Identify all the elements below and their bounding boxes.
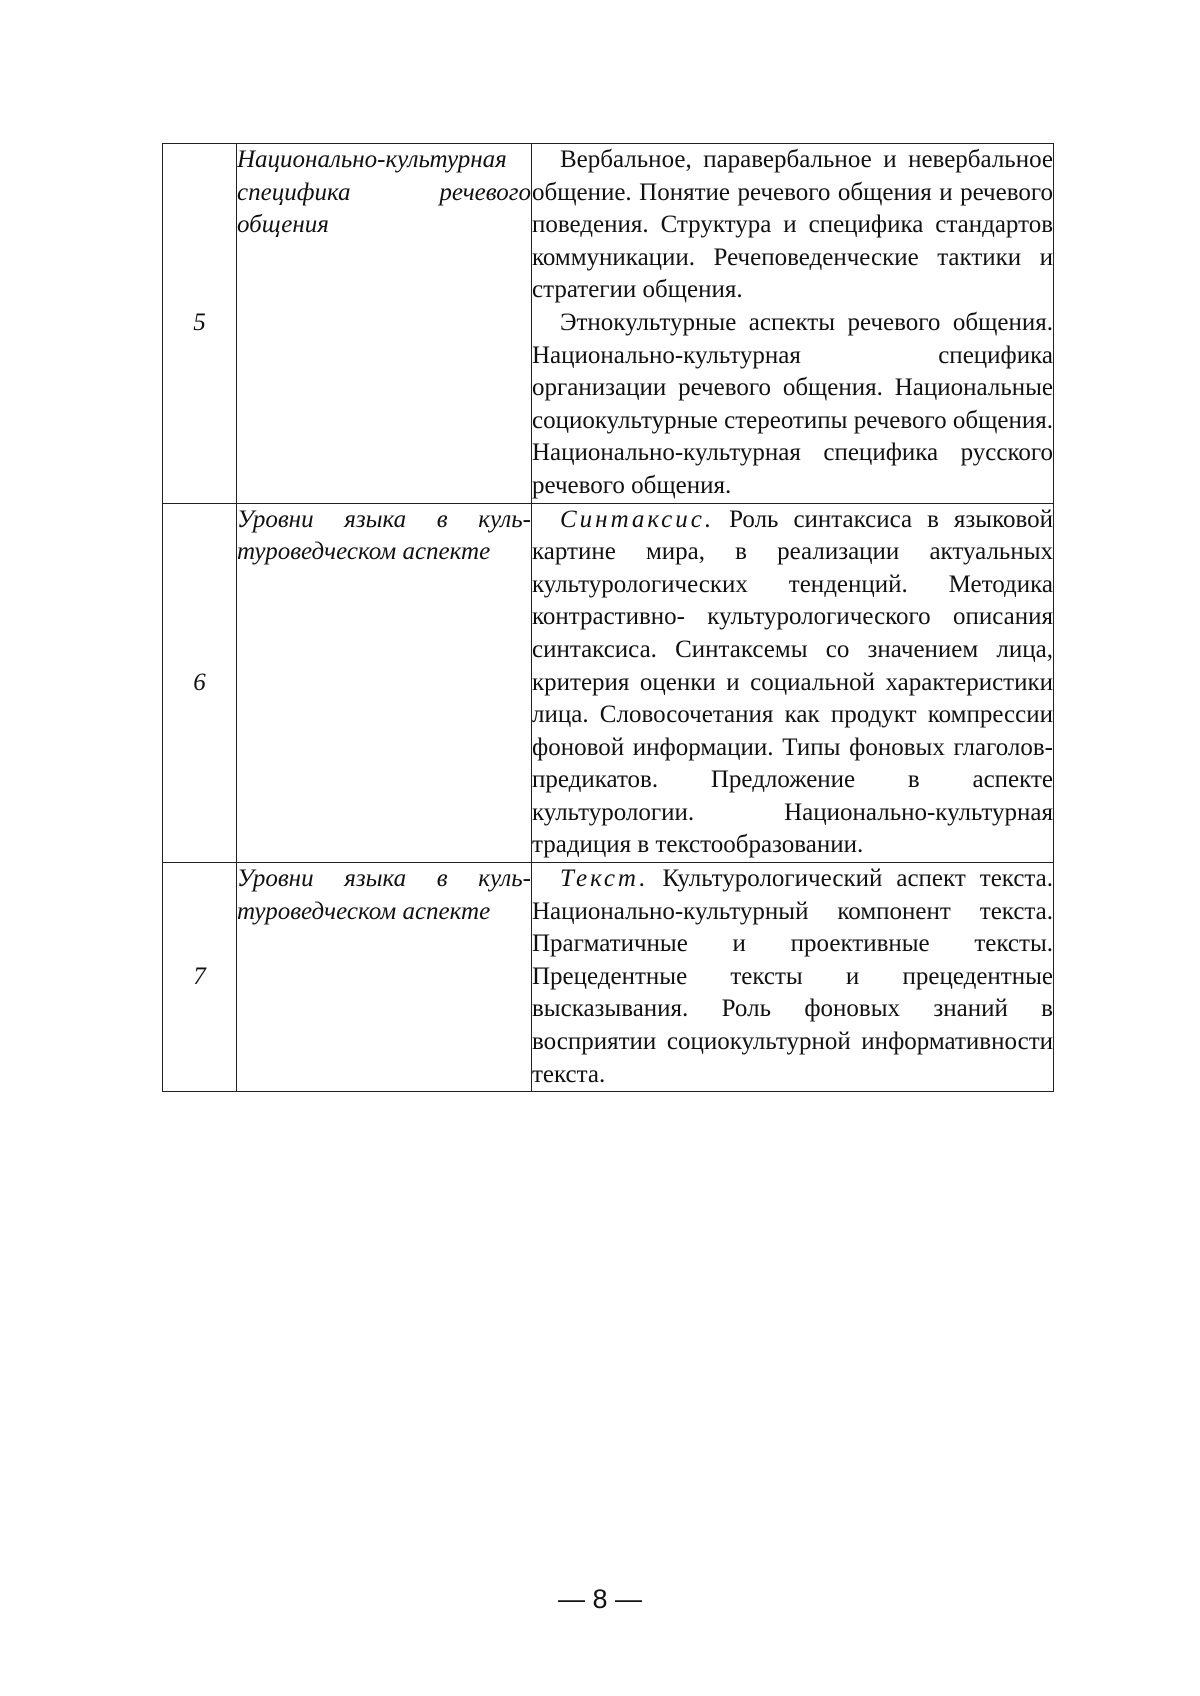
content-cell	[532, 503, 1054, 863]
table-row	[163, 503, 1054, 863]
content-cell	[532, 144, 1054, 504]
topic-cell: Уровни языка в культуроведческом аспекте	[237, 863, 532, 1092]
content-cell	[532, 863, 1054, 1092]
topic-cell: Уровни языка в культуроведческом аспекте	[237, 503, 532, 863]
content-paragraph	[532, 144, 1053, 307]
table-row	[163, 863, 1054, 1092]
row-number: 7	[163, 863, 237, 1092]
row-number: 6	[163, 503, 237, 863]
curriculum-table	[162, 143, 1054, 1092]
row-number: 5	[163, 144, 237, 504]
content-paragraph	[532, 504, 1053, 863]
paragraph-lead: Текст.	[560, 865, 649, 893]
paragraph-lead: Синтаксис.	[560, 505, 715, 533]
page-number: — 8 —	[557, 1584, 643, 1614]
paragraph-text: Роль синтаксиса в языковой картине мира, в реализации актуальных культурологических тенденций. Методика контрастивно- культурологического описания синтаксиса. Синтаксемы со значением лица, критерия оценки и социальной характеристики лица. Словосочетания как продукт компрессии фоновой информации. Типы фоновых глаголов- предикатов. Предложение в аспекте культурологии. Национально-культурная традиция в текстообразовании.	[532, 505, 1053, 859]
content-paragraph	[532, 863, 1053, 1091]
paragraph-text: Культурологический аспект текста. Национально-культурный компонент текста. Прагматичные и проективные тексты. Прецедентные тексты и прецедентные высказывания. Роль фоновых знаний в восприятии социокультурной информативности текста.	[532, 865, 1053, 1088]
topic-cell: Национально-культурная специфика речевого общения	[237, 144, 532, 504]
content-paragraph	[532, 307, 1053, 503]
paragraph-text: Этнокультурные аспекты речевого общения. Национально-культурная специфика организации речевого общения. Национальные социокультурные стереотипы речевого общения. Национально-культурная специфика русского речевого общения.	[532, 308, 1053, 499]
table-row	[163, 144, 1054, 504]
paragraph-text: Вербальное, паравербальное и невербальное общение. Понятие речевого общения и речевого поведения. Структура и специфика стандартов коммуникации. Речеповеденческие тактики и стратегии общения.	[532, 146, 1053, 304]
